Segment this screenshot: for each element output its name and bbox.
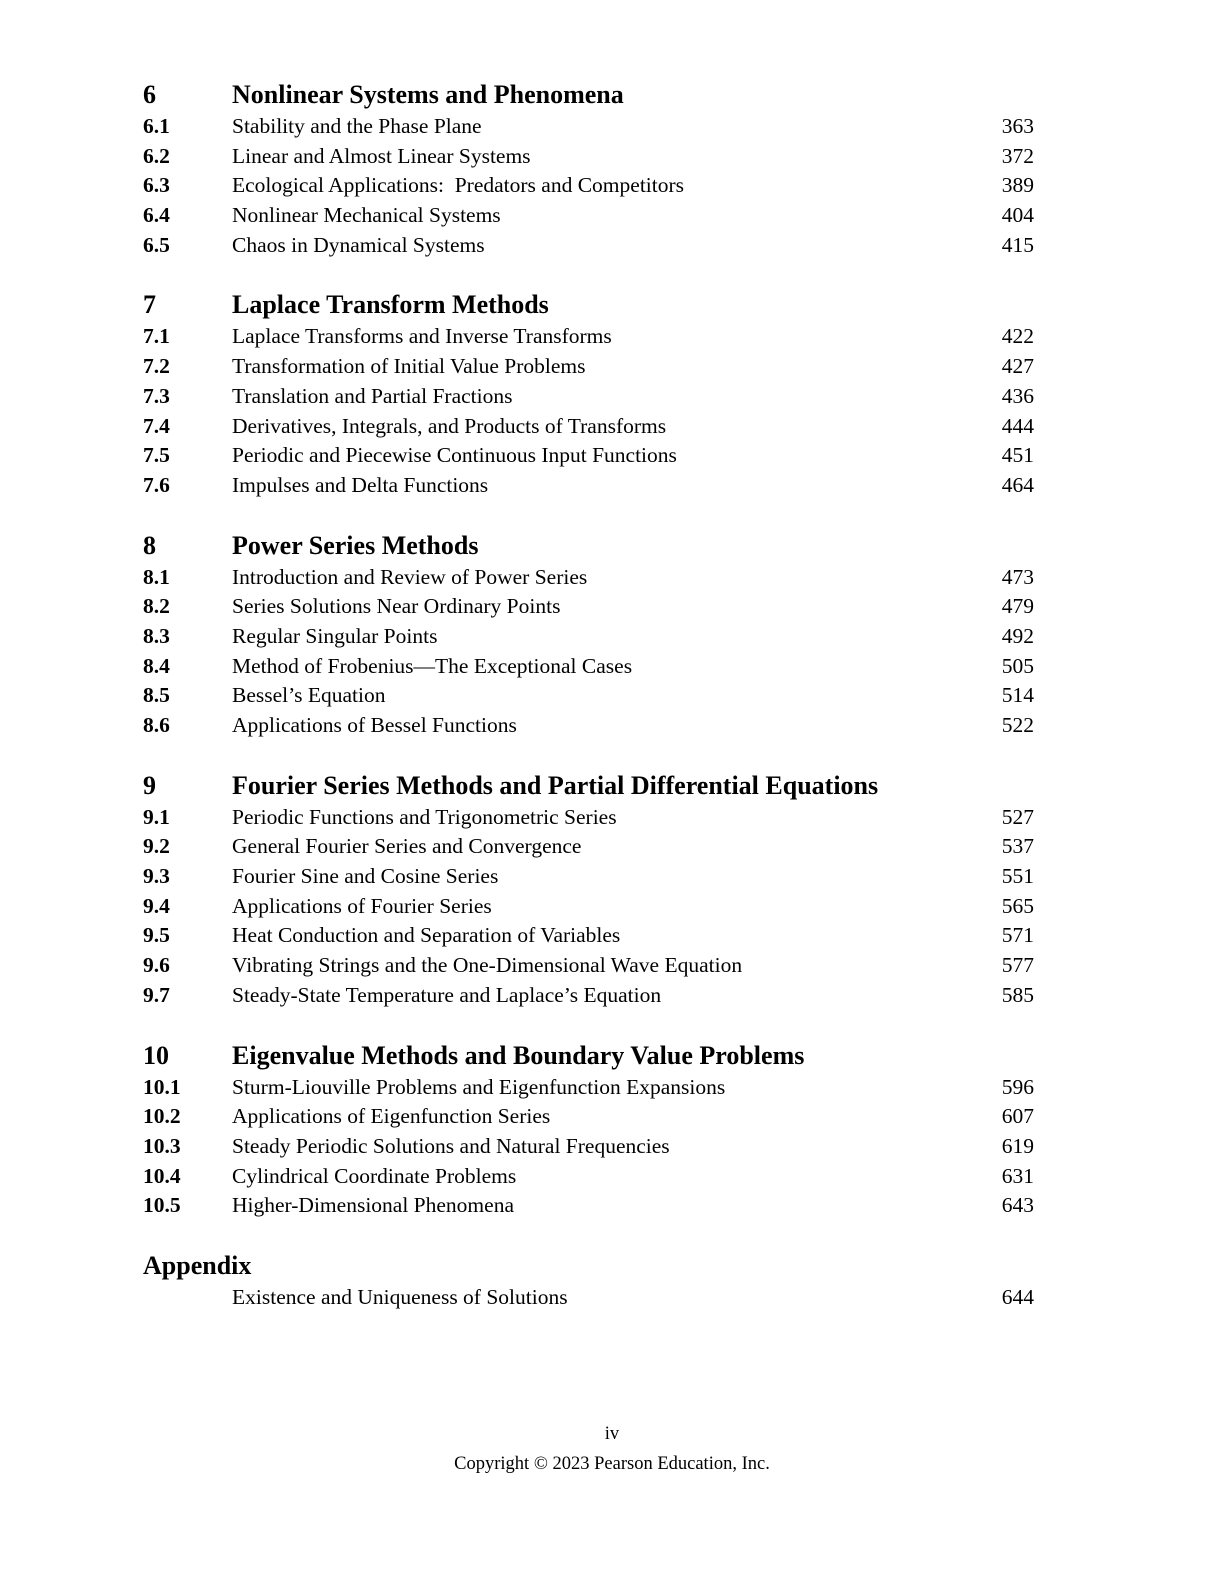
page-number: 363: [1001, 114, 1034, 138]
page-number: 537: [1001, 834, 1034, 859]
page-number: 565: [1001, 893, 1034, 918]
appendix-heading: Appendix: [143, 1250, 252, 1280]
chapter-number: 8: [143, 530, 156, 560]
toc-entry[interactable]: [143, 563, 1034, 593]
page-number: 585: [1001, 982, 1034, 1007]
page-number: 451: [1001, 443, 1034, 468]
toc-entry[interactable]: [143, 441, 1034, 471]
section-number: 9.3: [143, 864, 170, 889]
section-number: 7.2: [143, 354, 170, 379]
page-number: 577: [1001, 953, 1034, 978]
appendix: [143, 1249, 1034, 1313]
section-number: 6.1: [143, 114, 170, 138]
section-title: Introduction and Review of Power Series: [232, 564, 588, 589]
section-number: 9.7: [143, 982, 170, 1007]
toc-entry[interactable]: [143, 1191, 1034, 1221]
section-number: 10.5: [143, 1193, 181, 1218]
toc-entry[interactable]: [143, 322, 1034, 352]
section-title: Periodic Functions and Trigonometric Series: [232, 804, 617, 829]
chapter-heading: [143, 78, 1034, 112]
section-number: 8.1: [143, 564, 170, 589]
toc-entry[interactable]: [143, 622, 1034, 652]
page-number: 596: [1001, 1074, 1034, 1099]
toc-entry[interactable]: [143, 951, 1034, 981]
page-number: 389: [1001, 173, 1034, 198]
section-title: Translation and Partial Fractions: [232, 383, 513, 408]
chapter-heading: [143, 288, 1034, 322]
chapter-10: [143, 1039, 1034, 1221]
section-title: Existence and Uniqueness of Solutions: [232, 1284, 568, 1309]
section-title: Linear and Almost Linear Systems: [232, 143, 531, 168]
section-number: 7.6: [143, 472, 170, 497]
section-title: Higher-Dimensional Phenomena: [232, 1193, 514, 1218]
page-number: 372: [1001, 143, 1034, 168]
page-number: 551: [1001, 864, 1034, 889]
page-number: 522: [1001, 713, 1034, 737]
page-number: 492: [1001, 623, 1034, 648]
toc-entry[interactable]: [143, 592, 1034, 622]
toc-entry[interactable]: [143, 1102, 1034, 1132]
toc-entry[interactable]: [143, 382, 1034, 412]
section-number: 10.3: [143, 1133, 181, 1158]
page-number: 619: [1001, 1133, 1034, 1158]
toc-entry[interactable]: [143, 231, 1034, 261]
section-number: 6.4: [143, 203, 170, 228]
section-title: Series Solutions Near Ordinary Points: [232, 594, 561, 619]
section-title: Regular Singular Points: [232, 623, 438, 648]
table-of-contents: [143, 78, 1034, 1341]
section-number: 7.5: [143, 443, 170, 468]
section-title: Sturm-Liouville Problems and Eigenfunction Expansions: [232, 1074, 726, 1099]
footer-copyright: Copyright © 2023 Pearson Education, Inc.: [454, 1454, 770, 1474]
section-title: General Fourier Series and Convergence: [232, 834, 582, 859]
page-number: 464: [1001, 472, 1034, 497]
section-number: 6.5: [143, 232, 170, 257]
chapter-number: 7: [143, 290, 156, 320]
section-number: 9.2: [143, 834, 170, 859]
section-title: Applications of Bessel Functions: [232, 713, 517, 737]
page-number: 571: [1001, 923, 1034, 948]
section-title: Chaos in Dynamical Systems: [232, 232, 485, 257]
chapter-number: 9: [143, 770, 156, 800]
section-number: 10.4: [143, 1163, 181, 1188]
section-number: 10.2: [143, 1104, 181, 1129]
section-number: 7.1: [143, 324, 170, 349]
footer-page-number: iv: [604, 1424, 620, 1444]
toc-entry[interactable]: [143, 1162, 1034, 1192]
chapter-number: 10: [143, 1040, 169, 1070]
page-number: 473: [1001, 564, 1034, 589]
toc-entry[interactable]: [143, 832, 1034, 862]
toc-entry[interactable]: [143, 803, 1034, 833]
chapter-7: [143, 288, 1034, 500]
section-title: Derivatives, Integrals, and Products of Transforms: [232, 413, 667, 438]
chapter-9: [143, 769, 1034, 1011]
section-title: Applications of Fourier Series: [232, 893, 492, 918]
toc-entry[interactable]: [143, 352, 1034, 382]
page-number: 479: [1001, 594, 1034, 619]
page-number: 514: [1001, 683, 1034, 708]
toc-entry[interactable]: [143, 862, 1034, 892]
section-title: Heat Conduction and Separation of Variables: [232, 923, 621, 948]
toc-entry[interactable]: [143, 171, 1034, 201]
page-number: 505: [1001, 653, 1034, 678]
section-title: Bessel’s Equation: [232, 683, 386, 708]
section-number: 9.1: [143, 804, 170, 829]
page-number: 427: [1001, 354, 1034, 379]
chapter-title: Eigenvalue Methods and Boundary Value Problems: [232, 1040, 805, 1070]
chapter-number: 6: [143, 80, 156, 109]
toc-entry[interactable]: [143, 201, 1034, 231]
toc-entry[interactable]: [143, 112, 1034, 142]
chapter-heading: [143, 769, 1034, 803]
page-number: 527: [1001, 804, 1034, 829]
page-number: 415: [1001, 232, 1034, 257]
section-number: 7.3: [143, 383, 170, 408]
section-number: 8.4: [143, 653, 170, 678]
section-title: Cylindrical Coordinate Problems: [232, 1163, 517, 1188]
section-title: Steady-State Temperature and Laplace’s Equation: [232, 982, 662, 1007]
chapter-heading: [143, 529, 1034, 563]
toc-entry[interactable]: [143, 142, 1034, 172]
toc-entry[interactable]: [143, 1283, 1034, 1313]
page-number: 404: [1001, 203, 1034, 228]
section-number: 9.5: [143, 923, 170, 948]
toc-entry[interactable]: [143, 412, 1034, 442]
section-title: Laplace Transforms and Inverse Transforms: [232, 324, 612, 349]
section-number: 7.4: [143, 413, 170, 438]
section-title: Steady Periodic Solutions and Natural Frequencies: [232, 1133, 670, 1158]
section-number: 10.1: [143, 1074, 181, 1099]
section-title: Ecological Applications: Predators and Competitors: [232, 173, 685, 198]
toc-entry[interactable]: [143, 1132, 1034, 1162]
section-number: 6.2: [143, 143, 170, 168]
page-number: 643: [1001, 1193, 1034, 1218]
section-number: 8.2: [143, 594, 170, 619]
page-number: 436: [1001, 383, 1034, 408]
toc-entry[interactable]: [143, 681, 1034, 711]
section-number: 8.5: [143, 683, 170, 708]
section-number: 9.6: [143, 953, 170, 978]
toc-entry[interactable]: [143, 892, 1034, 922]
chapter-heading: [143, 1039, 1034, 1073]
section-title: Fourier Sine and Cosine Series: [232, 864, 499, 889]
chapter-6: [143, 78, 1034, 260]
page-number: 422: [1001, 324, 1034, 349]
section-number: 8.6: [143, 713, 170, 737]
toc-entry[interactable]: [143, 981, 1034, 1011]
page-number: 631: [1001, 1163, 1034, 1188]
toc-entry[interactable]: [143, 652, 1034, 682]
toc-entry[interactable]: [143, 711, 1034, 741]
section-title: Vibrating Strings and the One-Dimensional Wave Equation: [232, 953, 743, 978]
chapter-title: Nonlinear Systems and Phenomena: [232, 80, 624, 109]
toc-entry[interactable]: [143, 1073, 1034, 1103]
chapter-title: Fourier Series Methods and Partial Differential Equations: [232, 770, 879, 800]
toc-entry[interactable]: [143, 471, 1034, 501]
section-title: Impulses and Delta Functions: [232, 472, 489, 497]
section-title: Stability and the Phase Plane: [232, 114, 482, 138]
page-number: 644: [1001, 1284, 1034, 1309]
toc-entry[interactable]: [143, 921, 1034, 951]
section-title: Periodic and Piecewise Continuous Input Functions: [232, 443, 677, 468]
chapter-8: [143, 529, 1034, 741]
page-number: 607: [1001, 1104, 1034, 1129]
section-title: Method of Frobenius—The Exceptional Cases: [232, 653, 633, 678]
section-title: Transformation of Initial Value Problems: [232, 354, 586, 379]
section-number: 9.4: [143, 893, 170, 918]
section-title: Applications of Eigenfunction Series: [232, 1104, 551, 1129]
section-title: Nonlinear Mechanical Systems: [232, 203, 501, 228]
chapter-title: Laplace Transform Methods: [232, 290, 549, 320]
page-number: 444: [1001, 413, 1034, 438]
chapter-title: Power Series Methods: [232, 530, 479, 560]
section-number: 8.3: [143, 623, 170, 648]
section-number: 6.3: [143, 173, 170, 198]
